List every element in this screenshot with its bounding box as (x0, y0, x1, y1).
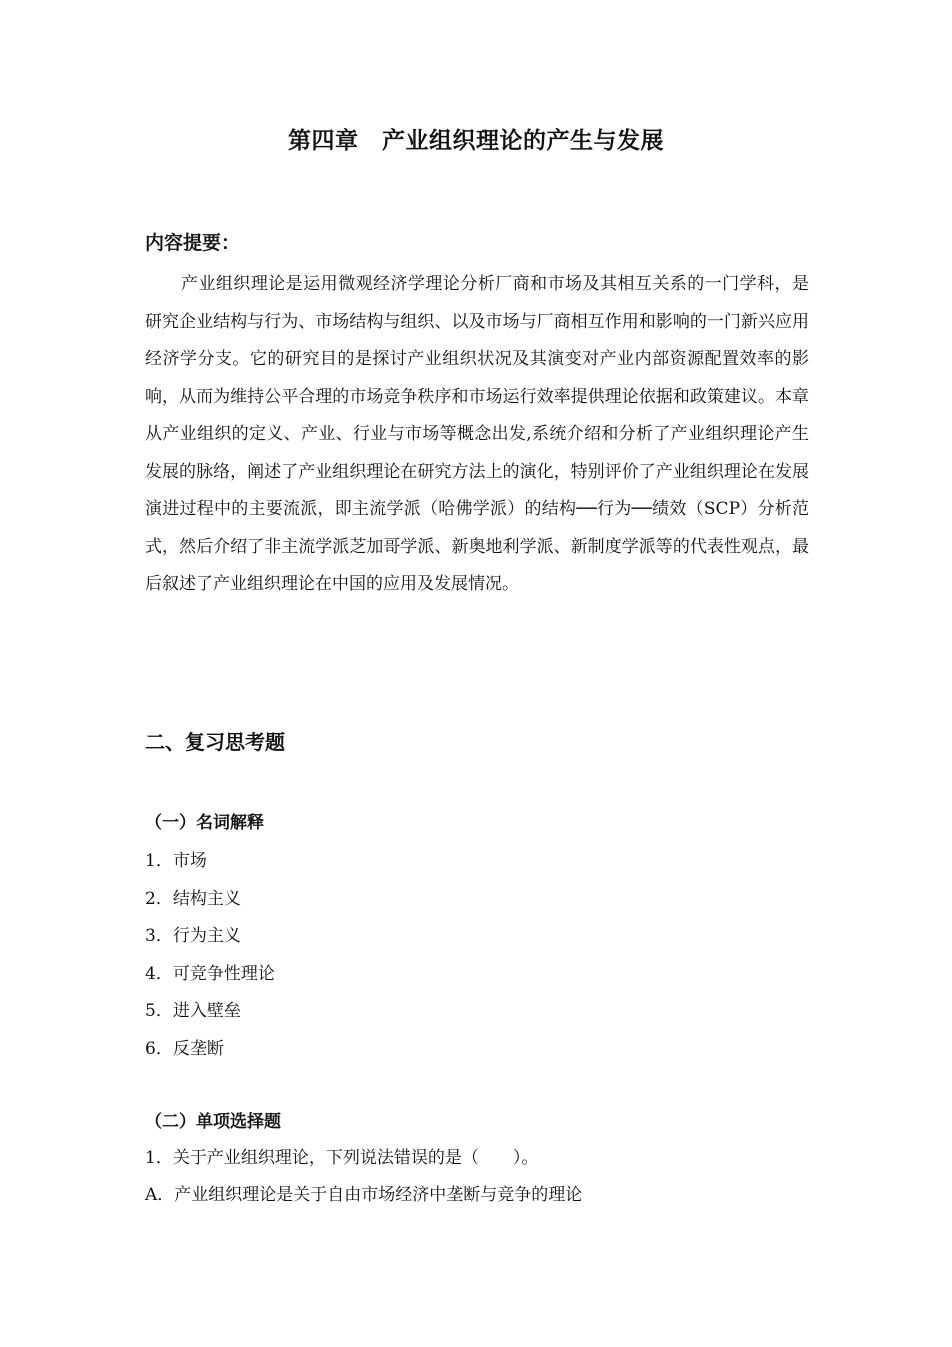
term-explanation-heading: （一）名词解释 (145, 813, 264, 833)
term-list (145, 843, 275, 1069)
review-section-heading: 二、复习思考题 (145, 730, 285, 754)
single-choice-heading: （二）单项选择题 (145, 1112, 281, 1132)
summary-heading: 内容提要： (145, 232, 241, 254)
term-item: 3．行为主义 (145, 926, 241, 947)
term-item: 5．进入壁垒 (145, 1001, 241, 1022)
choice-question: 1．关于产业组织理论，下列说法错误的是（ ）。 (145, 1148, 539, 1168)
term-item: 6．反垄断 (145, 1038, 224, 1059)
term-item: 1．市场 (145, 851, 207, 871)
chapter-title: 第四章 产业组织理论的产生与发展 (288, 127, 664, 154)
choice-option: A．产业组织理论是关于自由市场经济中垄断与竞争的理论 (145, 1185, 583, 1205)
term-item: 2．结构主义 (145, 888, 241, 909)
summary-paragraph: 产业组织理论是运用微观经济学理论分析厂商和市场及其相互关系的一门学科，是研究企业结构与行为、市场结构与组织、以及市场与厂商相互作用和影响的一门新兴应用经济学分支。它的研究目的是探讨产业组织状况及其演变对产业内部资源配置效率的影响，从而为维持公平合理的市场竞争秩序和市场运行效率提供理论依据和政策建议。本章从产业组织的定义、产业、行业与市场等概念出发,系统介绍和分析了产业组织理论产生发展的脉络，阐述了产业组织理论在研究方法上的演化，特别评价了产业组织理论在发展演进过程中的主要流派，即主流学派（哈佛学派）的结构──行为──绩效（SCP）分析范式，然后介绍了非主流学派芝加哥学派、新奥地利学派、新制度学派等的代表性观点，最后叙述了产业组织理论在中国的应用及发展情况。 (145, 274, 809, 594)
term-item: 4．可竞争性理论 (145, 963, 275, 984)
